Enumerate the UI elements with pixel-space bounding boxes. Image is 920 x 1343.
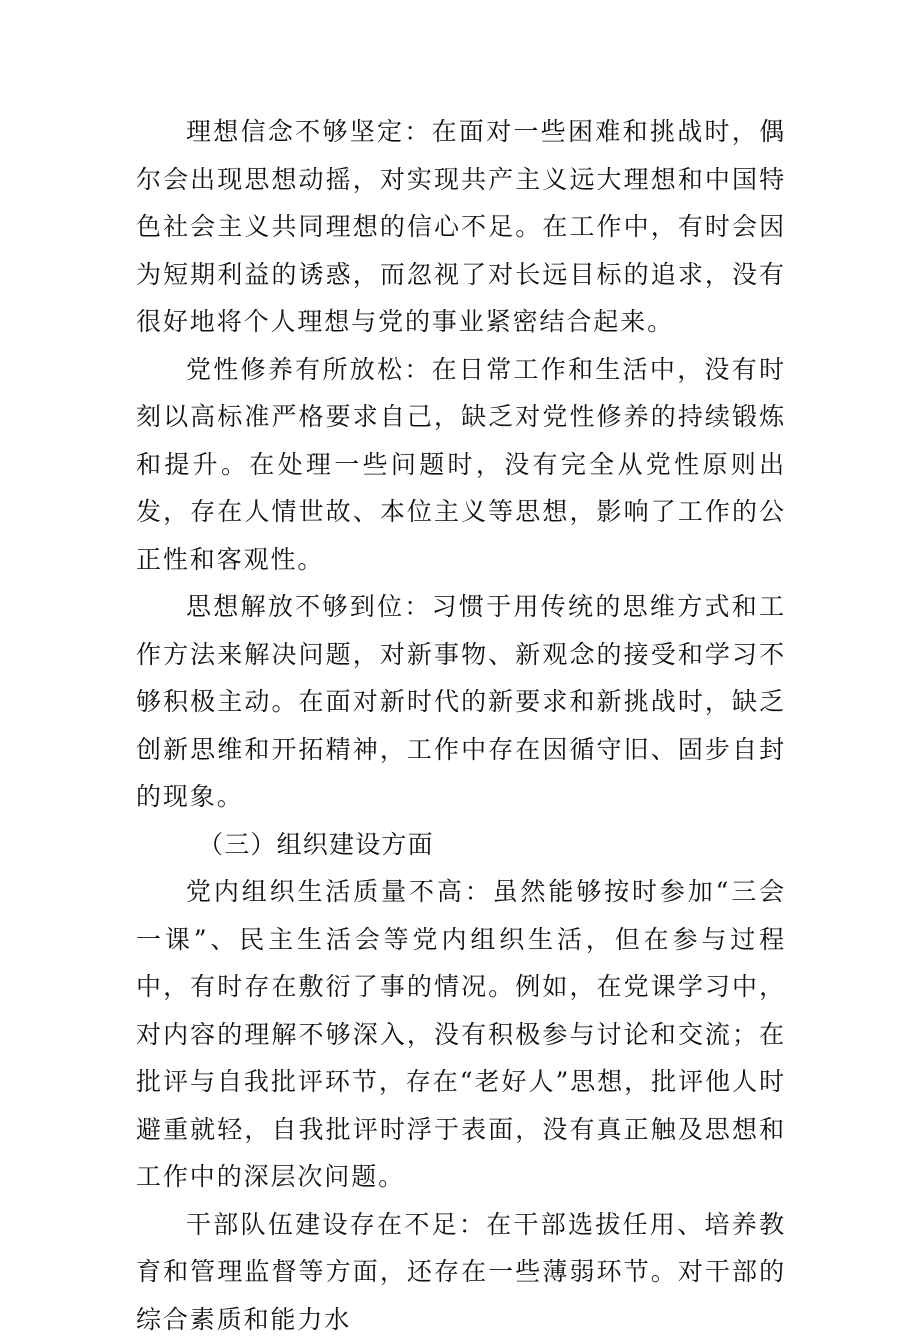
section-heading-organization: （三）组织建设方面: [136, 821, 786, 869]
paragraph-thought-emancipation: 思想解放不够到位：习惯于用传统的思维方式和工作方法来解决问题，对新事物、新观念的接受和学习不够积极主动。在面对新时代的新要求和新挑战时，缺乏创新思维和开拓精神，工作中存在因循守旧、固步自封的现象。: [136, 583, 786, 821]
paragraph-ideals-faith: 理想信念不够坚定：在面对一些困难和挑战时，偶尔会出现思想动摇，对实现共产主义远大理想和中国特色社会主义共同理想的信心不足。在工作中，有时会因为短期利益的诱惑，而忽视了对长远目标的追求，没有很好地将个人理想与党的事业紧密结合起来。: [136, 108, 786, 346]
paragraph-cadre-building: 干部队伍建设存在不足：在干部选拔任用、培养教育和管理监督等方面，还存在一些薄弱环节。对干部的综合素质和能力水: [136, 1201, 786, 1343]
document-page: [136, 108, 786, 1343]
paragraph-organizational-life: 党内组织生活质量不高：虽然能够按时参加“三会一课”、民主生活会等党内组织生活，但在参与过程中，有时存在敷衍了事的情况。例如，在党课学习中，对内容的理解不够深入，没有积极参与讨论和交流；在批评与自我批评环节，存在“老好人”思想，批评他人时避重就轻，自我批评时浮于表面，没有真正触及思想和工作中的深层次问题。: [136, 868, 786, 1201]
paragraph-party-spirit: 党性修养有所放松：在日常工作和生活中，没有时刻以高标准严格要求自己，缺乏对党性修养的持续锻炼和提升。在处理一些问题时，没有完全从党性原则出发，存在人情世故、本位主义等思想，影响了工作的公正性和客观性。: [136, 346, 786, 584]
